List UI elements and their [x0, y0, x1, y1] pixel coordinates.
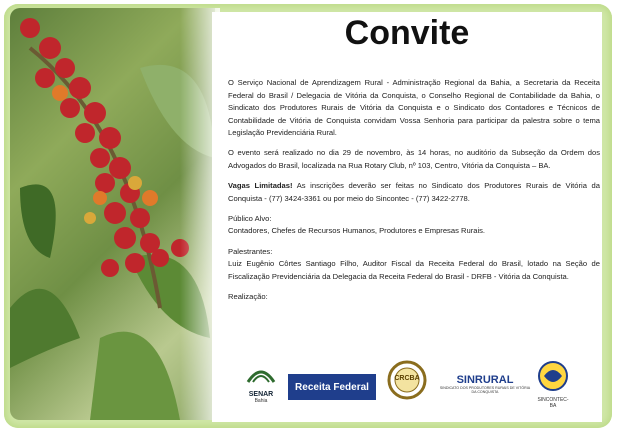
invitation-body — [228, 77, 600, 311]
sincontec-logo — [536, 360, 570, 409]
senar-label: SENAR — [248, 391, 274, 398]
vagas-limitadas: Vagas Limitadas! — [228, 181, 293, 191]
sinrural-sub: SINDICATO DOS PRODUTORES RURAIS DE VITÓRIA DA CONQUISTA — [439, 386, 531, 394]
senar-sub: Bahia — [254, 398, 268, 404]
publico-alvo-text: Contadores, Chefes de Recursos Humanos, Produtores e Empresas Rurais. — [228, 226, 486, 236]
palestrantes-text: Luiz Eugênio Côrtes Santiago Filho, Auditor Fiscal da Receita Federal do Brasil, lotado na Seção de Fiscalização Previdenciária da Delegacia da Receita Federal do Brasil - DRFB - Vitória da Conquista. — [228, 259, 600, 281]
page-title: Convite — [344, 14, 470, 52]
crcba-logo — [387, 360, 427, 400]
registration-paragraph — [228, 180, 600, 205]
sinrural-logo — [437, 374, 533, 400]
event-paragraph: O evento será realizado no dia 29 de novembro, às 14 horas, no auditório da Subseção da Ordem dos Advogados do Brasil, localizada na Rua Rotary Club, nº 103, Centro, Vitória da Conquista – BA. — [228, 148, 600, 171]
intro-paragraph: O Serviço Nacional de Aprendizagem Rural - Administração Regional da Bahia, a Secretaria da Receita Federal do Brasil / Delegacia de Vitória da Conquista, o Conselho Regional de Contabilidade da Bahia, o Sindicato dos Produtores Rurais de Vitória da Conquista e o Sindicato dos Contadores e Técnicos de Contabilidade de Vitória de Conquista convidam Vossa Senhoria para participar da palestra sobre o tema Legislação Previdenciária Rural. — [228, 78, 600, 138]
sincontec-label: SINCONTEC-BA — [537, 397, 569, 409]
senar-logo — [244, 360, 278, 404]
receita-federal-logo: Receita Federal — [288, 374, 376, 400]
palestrantes-heading: Palestrantes: — [228, 246, 273, 256]
realizacao-heading: Realização: — [228, 291, 268, 301]
sponsor-logos — [232, 358, 600, 409]
sinrural-label: SINRURAL — [456, 374, 514, 386]
sincontec-emblem-icon — [536, 360, 570, 392]
crcba-label: CRCBA — [394, 375, 420, 382]
publico-alvo-heading: Público Alvo: — [228, 213, 272, 223]
registration-text: As inscrições deverão ser feitas no Sindicato dos Produtores Rurais de Vitória da Conquista - (77) 3424-3361 ou por meio do Sincontec - (77) 3422-2778. — [228, 181, 600, 203]
senar-emblem-icon — [244, 360, 278, 386]
